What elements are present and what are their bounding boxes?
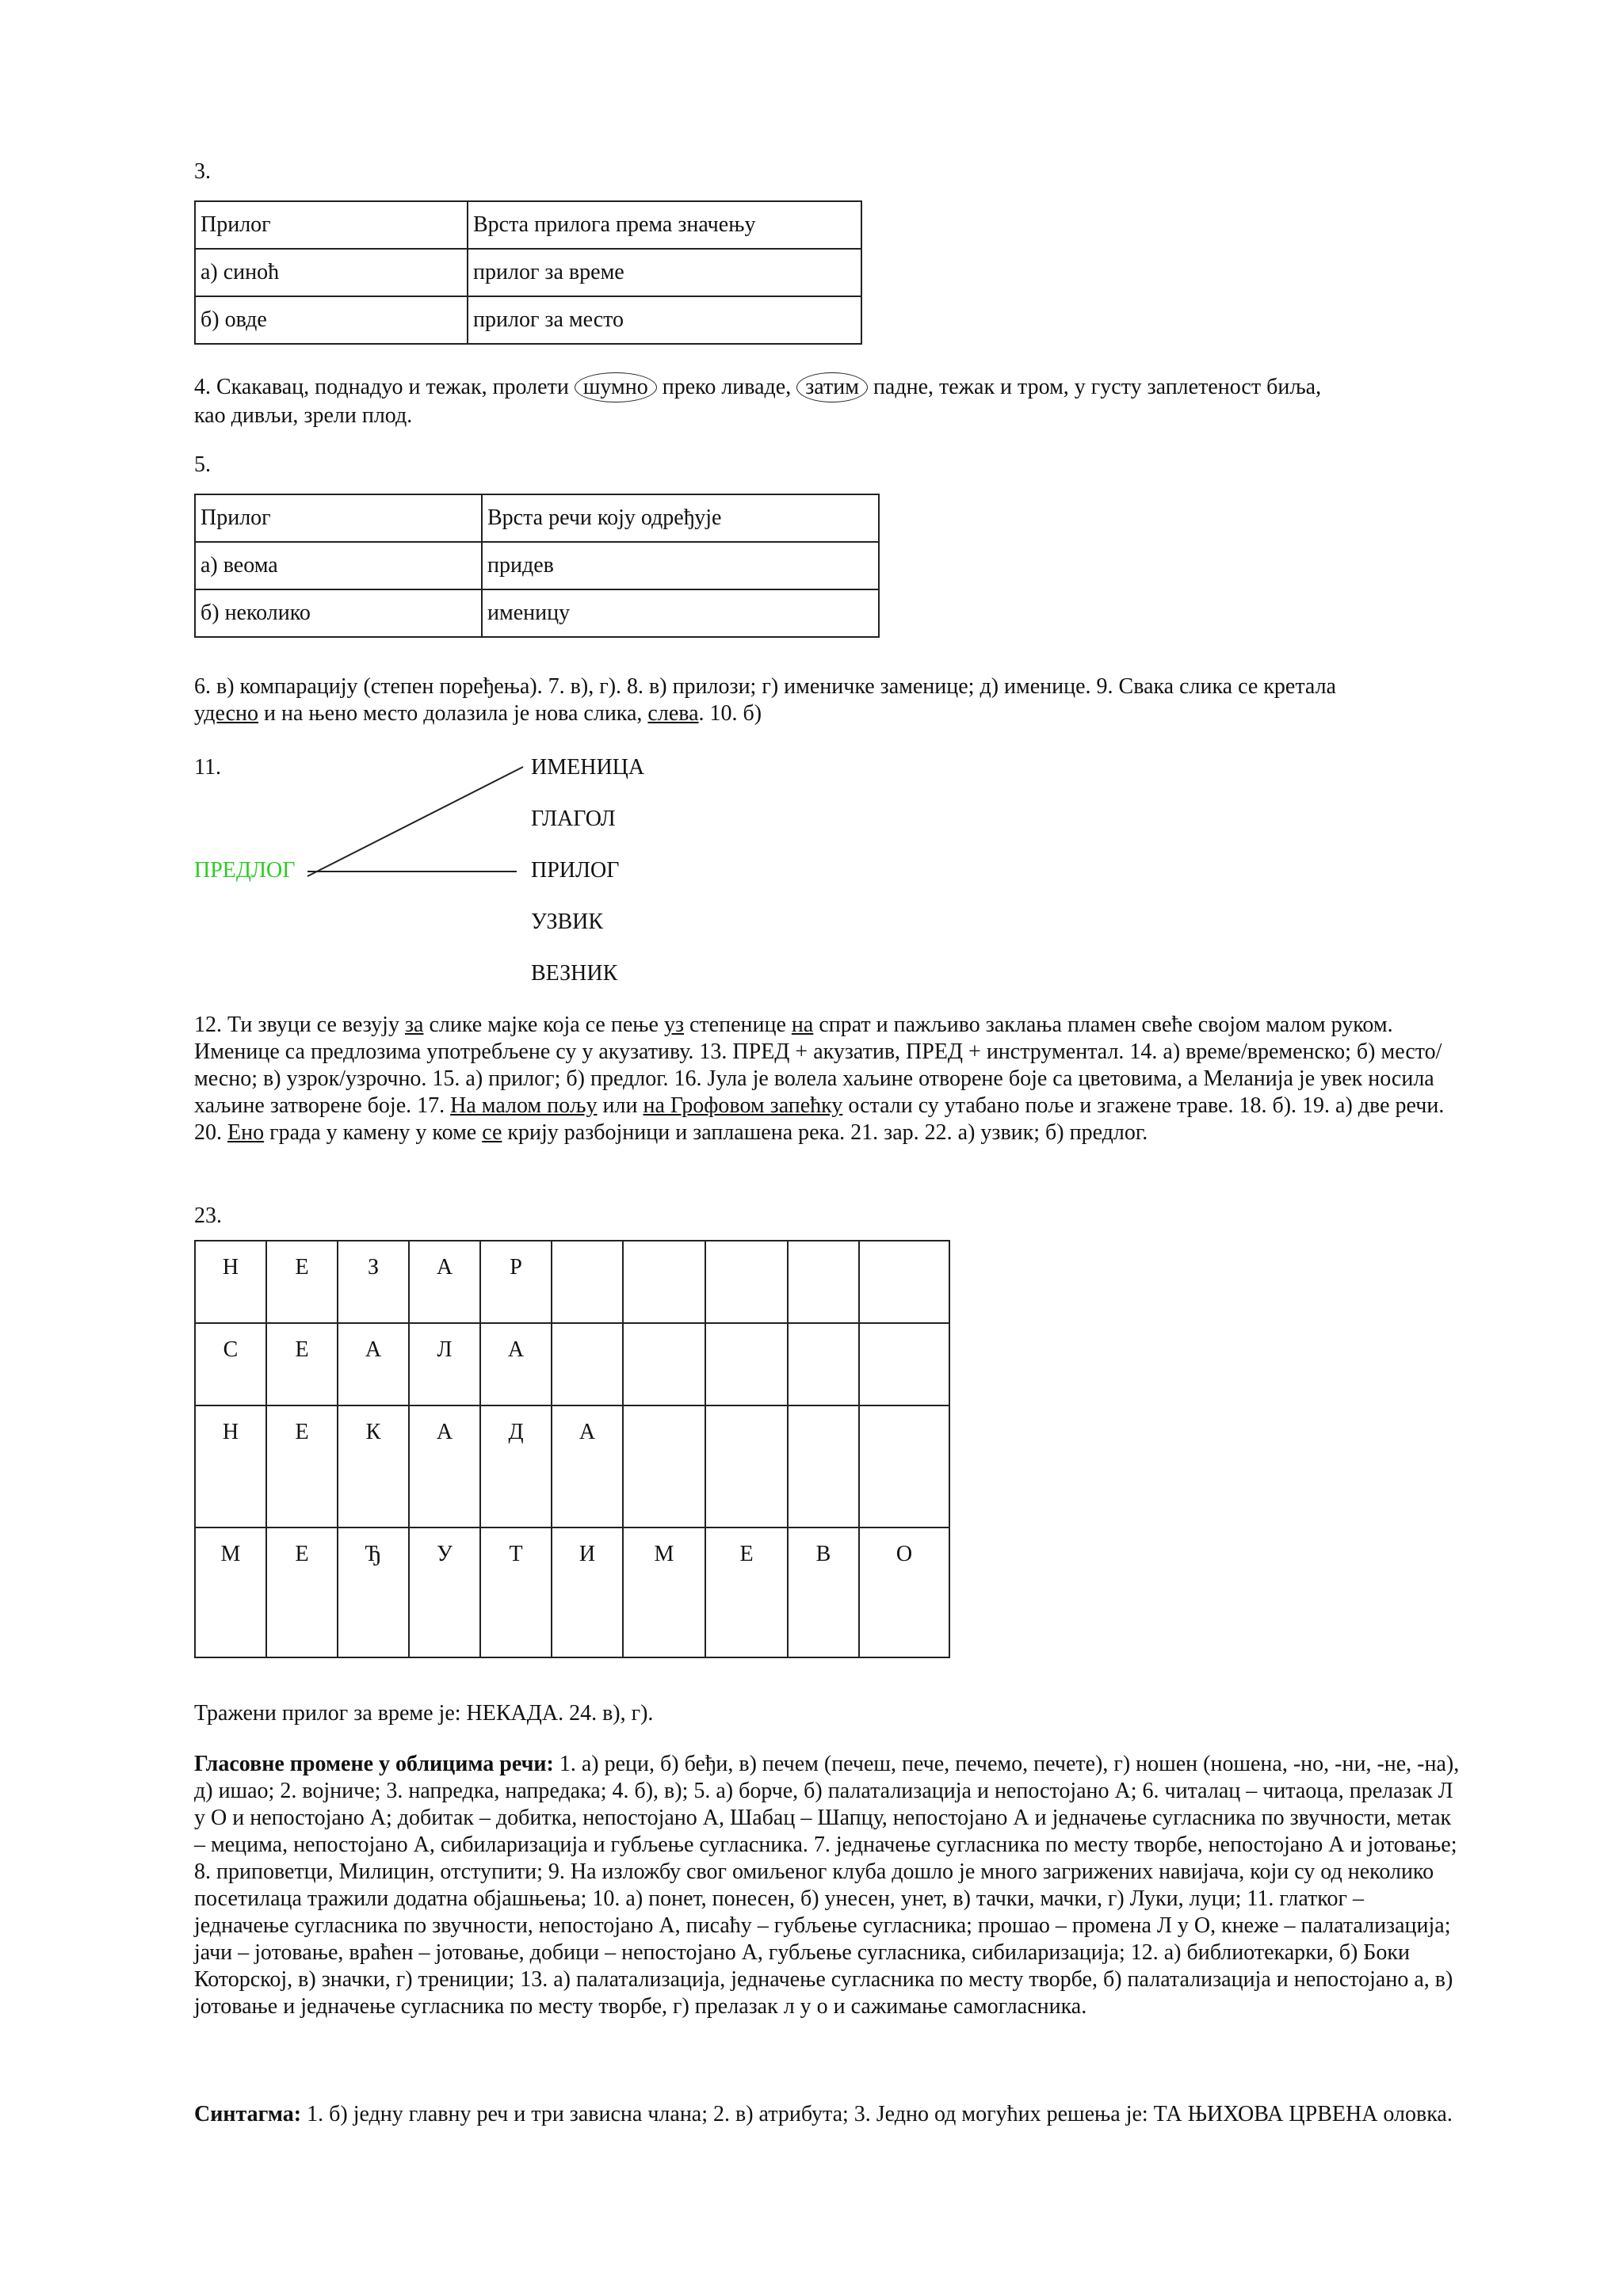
table-cell: придев xyxy=(482,542,879,589)
option-interjection: УЗВИК xyxy=(531,910,604,934)
crossword-cell: Е xyxy=(266,1405,338,1527)
crossword-cell: Е xyxy=(705,1527,788,1657)
q12-paragraph xyxy=(194,1012,1462,1146)
table-cell: прилог за време xyxy=(468,249,861,296)
crossword-cell: Е xyxy=(266,1241,338,1323)
option-conjunction: ВЕЗНИК xyxy=(531,961,618,986)
underlined-word: за xyxy=(404,1013,424,1037)
table-cell: именицу xyxy=(482,589,879,637)
q4-text: као дивљи, зрели плод. xyxy=(194,403,413,428)
crossword-cell xyxy=(859,1405,949,1527)
q4-paragraph xyxy=(194,372,1462,429)
crossword-cell: О xyxy=(859,1527,949,1657)
table-header-cell: Прилог xyxy=(195,494,482,542)
underlined-word: удесно xyxy=(194,701,259,726)
table-cell: а) веома xyxy=(195,542,482,589)
crossword-cell: А xyxy=(480,1323,552,1405)
q6-text: 6. в) компарацију (степен поређења). 7. в), г). 8. в) прилози; г) именичке заменице; д) именице. 9. Свака слика се кретала xyxy=(194,674,1336,699)
q6-text: . 10. б) xyxy=(698,701,762,726)
underlined-word: се xyxy=(482,1120,502,1145)
q12-text: крију разбојници и заплашена река. 21. зар. 22. а) узвик; б) предлог. xyxy=(502,1120,1148,1145)
crossword-cell xyxy=(705,1405,788,1527)
q4-text: падне, тежак и тром, у густу заплетеност биља, xyxy=(873,375,1322,399)
underlined-word: на xyxy=(791,1013,814,1037)
crossword-cell: Р xyxy=(480,1241,552,1323)
option-noun: ИМЕНИЦА xyxy=(531,755,645,780)
table-header-cell: Прилог xyxy=(195,201,468,249)
circled-word: шумно xyxy=(575,372,657,402)
option-verb: ГЛАГОЛ xyxy=(531,807,616,831)
section-title: Гласовне промене у облицима речи: xyxy=(194,1752,554,1776)
crossword-row xyxy=(195,1405,949,1527)
crossword-cell: Л xyxy=(409,1323,480,1405)
table-header-cell: Врста прилога према значењу xyxy=(468,201,861,249)
q12-text: слике мајке која се пење xyxy=(423,1013,664,1037)
crossword-cell xyxy=(705,1323,788,1405)
q4-text: 4. Скакавац, поднадуо и тежак, пролети xyxy=(194,375,569,399)
crossword-cell: А xyxy=(409,1405,480,1527)
crossword-cell xyxy=(623,1405,705,1527)
crossword-cell: У xyxy=(409,1527,480,1657)
underlined-word: На малом пољу xyxy=(450,1093,598,1118)
crossword-cell: И xyxy=(552,1527,623,1657)
crossword-cell: Н xyxy=(195,1405,266,1527)
crossword-cell: Д xyxy=(480,1405,552,1527)
crossword-cell: М xyxy=(623,1527,705,1657)
table-cell: а) синоћ xyxy=(195,249,468,296)
table-cell: прилог за место xyxy=(468,296,861,344)
q6-paragraph xyxy=(194,673,1462,727)
crossword-cell xyxy=(623,1241,705,1323)
table-header-row xyxy=(195,494,879,542)
question-number: 11. xyxy=(194,755,221,780)
crossword-row xyxy=(195,1241,949,1323)
crossword-cell: С xyxy=(195,1323,266,1405)
adverb-modifies-table xyxy=(194,494,880,638)
q12-text: града у камену у коме xyxy=(264,1120,483,1145)
q23-answer: Тражени прилог за време је: НЕКАДА. 24. в), г). xyxy=(194,1701,654,1726)
crossword-cell xyxy=(705,1241,788,1323)
crossword-cell: А xyxy=(409,1241,480,1323)
q12-text: степенице xyxy=(684,1013,792,1037)
section-title: Синтагма: xyxy=(194,2102,302,2126)
crossword-row xyxy=(195,1527,949,1657)
adverb-meaning-table xyxy=(194,200,862,345)
matching-lines xyxy=(301,761,531,903)
crossword-cell: Т xyxy=(480,1527,552,1657)
table-cell: б) овде xyxy=(195,296,468,344)
table-header-cell: Врста речи коју одређује xyxy=(482,494,879,542)
table-row xyxy=(195,296,861,344)
crossword-cell xyxy=(552,1241,623,1323)
preposition-label: ПРЕДЛОГ xyxy=(194,858,296,883)
q12-text: или xyxy=(597,1093,643,1118)
question-number: 3. xyxy=(194,159,211,184)
table-row xyxy=(195,542,879,589)
crossword-cell: З xyxy=(338,1241,409,1323)
crossword-grid xyxy=(194,1240,950,1658)
table-cell: б) неколико xyxy=(195,589,482,637)
q12-text: остали су утабано поље и згажене траве. 18. б). 19. а) две речи. 20. xyxy=(194,1093,1445,1145)
crossword-row xyxy=(195,1323,949,1405)
crossword-cell xyxy=(859,1241,949,1323)
syntagm-text: 1. б) једну главну реч и три зависна члана; 2. в) атрибута; 3. Једно од могућих решења је: ТА ЊИХОВА ЦРВЕНА оловка. xyxy=(301,2102,1453,2126)
q6-text: и на њено место долазила је нова слика, xyxy=(258,701,648,726)
q4-text: преко ливаде, xyxy=(662,375,792,399)
crossword-cell: А xyxy=(338,1323,409,1405)
crossword-cell: В xyxy=(788,1527,859,1657)
crossword-cell: Е xyxy=(266,1527,338,1657)
sound-changes-paragraph xyxy=(194,1751,1462,2020)
crossword-cell: А xyxy=(552,1405,623,1527)
question-number: 5. xyxy=(194,452,211,477)
option-adverb: ПРИЛОГ xyxy=(531,858,620,883)
crossword-cell xyxy=(788,1405,859,1527)
q12-text: 12. Ти звуци се везују xyxy=(194,1013,405,1037)
underlined-word: Ено xyxy=(227,1120,265,1145)
syntagm-paragraph xyxy=(194,2101,1462,2128)
underlined-word: уз xyxy=(663,1013,684,1037)
crossword-cell xyxy=(623,1323,705,1405)
table-row xyxy=(195,589,879,637)
underlined-word: слева xyxy=(647,701,699,726)
table-header-row xyxy=(195,201,861,249)
crossword-cell xyxy=(788,1323,859,1405)
crossword-cell xyxy=(859,1323,949,1405)
question-number: 23. xyxy=(194,1203,222,1228)
circled-word: затим xyxy=(796,372,868,402)
crossword-cell: М xyxy=(195,1527,266,1657)
crossword-cell: Е xyxy=(266,1323,338,1405)
table-row xyxy=(195,249,861,296)
crossword-cell: Ђ xyxy=(338,1527,409,1657)
q12-text: спрат и пажљиво заклања пламен свеће својом малом руком. Именице са предлозима употребљене су у акузативу. 13. ПРЕД + акузатив, ПРЕД + инструментал. 14. а) време/временско; б) место/месно; в) узрок/узрочно. 15. а) прилог; б) предлог. 16. Јула је волела хаљине отворене боје са цветовима, а Меланија је увек носила хаљине затворене боје. 17. xyxy=(194,1013,1442,1118)
sound-changes-text: 1. а) реци, б) беђи, в) печем (печеш, пече, печемо, печете), г) ношен (ношена, -но, -ни, -не, -на), д) ишао; 2. војниче; 3. напредка, напредака; 4. б), в); 5. а) борче, б) палатализација и непостојано А; 6. читалац – читаоца, прелазак Л у О и непостојано А; добитак – добитка, непостојано А, Шабац – Шапцу, непостојано А и једначење сугласника по звучности, метак – мецима, непостојано А, сибиларизација и губљење сугласника. 7. једначење сугласника по месту творбе, непостојано А и јотовање; 8. приповетци, Милицин, отступити; 9. На изложбу свог омиљеног клуба дошло је много загрижених навијача, који су од неколико посетилаца тражили додатна објашњења; 10. а) понет, понесен, б) унесен, унет, в) тачки, мачки, г) Луки, луци; 11. глатког – једначење сугласника по звучности, непостојано А, писаћу – губљење сугласника; прошао – промена Л у О, кнеже – палатализација; јачи – јотовање, враћен – јотовање, добици – непостојано А, губљење сугласника, сибиларизација; 12. а) библиотекарки, б) Боки Которској, в) значки, г) трениции; 13. а) палатализација, једначење сугласника по месту творбе, б) палатализација и непостојано а, в) јотовање и једначење сугласника по месту творбе, г) прелазак л у о и сажимање самогласника. xyxy=(194,1752,1460,2019)
crossword-cell: Н xyxy=(195,1241,266,1323)
crossword-cell xyxy=(788,1241,859,1323)
crossword-cell: К xyxy=(338,1405,409,1527)
crossword-cell xyxy=(552,1323,623,1405)
underlined-word: на Грофовом запећку xyxy=(643,1093,843,1118)
